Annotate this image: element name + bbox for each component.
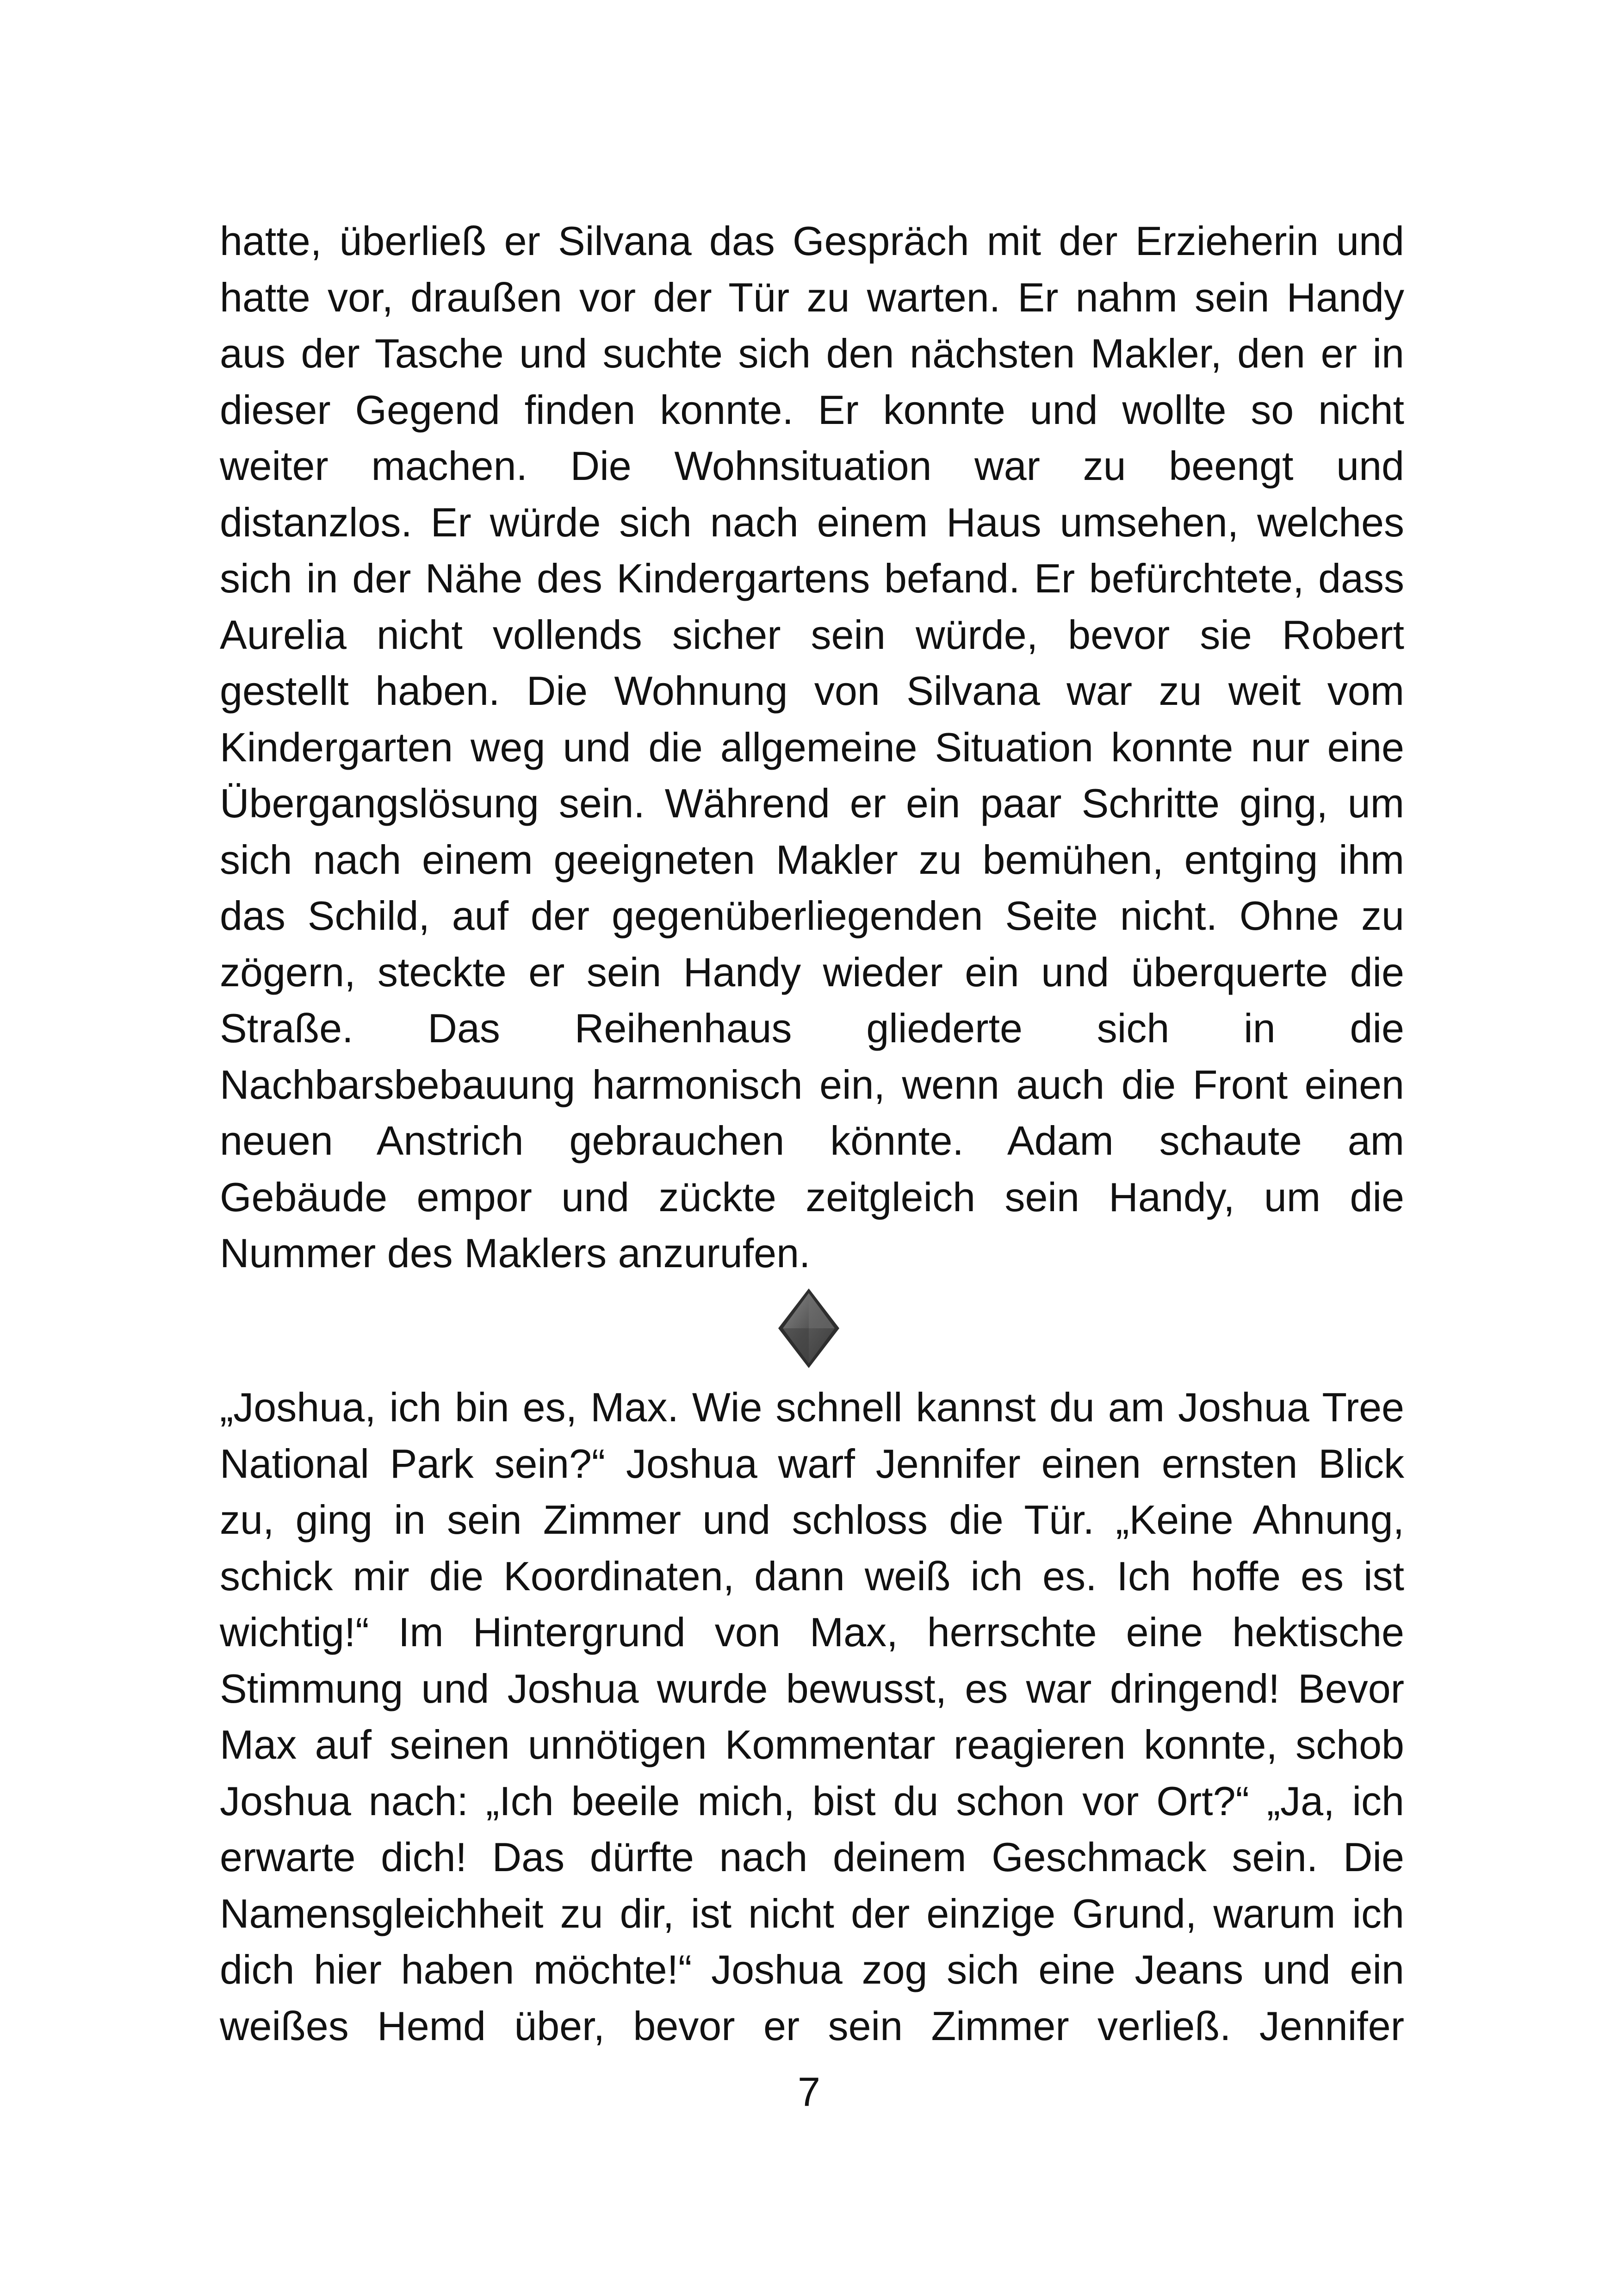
text-line: gestellt haben. Die Wohnung von Silvana war zu weit vom — [220, 668, 1404, 714]
text-line: National Park sein?“ Joshua warf Jennifer einen ernsten Blick — [220, 1440, 1404, 1487]
text-line: sich nach einem geeigneten Makler zu bemühen, entging ihm — [220, 836, 1404, 883]
text-line: das Schild, auf der gegenüberliegenden Seite nicht. Ohne zu — [220, 893, 1404, 939]
text-line: schick mir die Koordinaten, dann weiß ich es. Ich hoffe es ist — [220, 1553, 1404, 1599]
text-line: aus der Tasche und suchte sich den nächsten Makler, den er in — [220, 330, 1404, 376]
text-line: distanzlos. Er würde sich nach einem Haus umsehen, welches — [220, 499, 1404, 545]
text-line: dieser Gegend finden konnte. Er konnte und wollte so nicht — [220, 386, 1404, 433]
text-line: Kindergarten weg und die allgemeine Situation konnte nur eine — [220, 724, 1404, 770]
text-line: Straße. Das Reihenhaus gliederte sich in die — [220, 1005, 1404, 1051]
text-line: wichtig!“ Im Hintergrund von Max, herrschte eine hektische — [220, 1609, 1404, 1655]
text-line: weißes Hemd über, bevor er sein Zimmer verließ. Jennifer — [220, 2003, 1404, 2049]
paragraph-1 — [220, 213, 1404, 1282]
text-line: erwarte dich! Das dürfte nach deinem Geschmack sein. Die — [220, 1834, 1404, 1880]
text-line: Namensgleichheit zu dir, ist nicht der einzige Grund, warum ich — [220, 1890, 1404, 1936]
text-line: hatte vor, draußen vor der Tür zu warten. Er nahm sein Handy — [220, 274, 1404, 320]
text-line: Nummer des Maklers anzurufen. — [220, 1230, 811, 1276]
text-line: Stimmung und Joshua wurde bewusst, es war dringend! Bevor — [220, 1665, 1404, 1711]
diamond-ornament-icon — [776, 1287, 841, 1370]
paragraph-2 — [220, 1379, 1404, 2054]
text-line: sich in der Nähe des Kindergartens befand. Er befürchtete, dass — [220, 555, 1404, 601]
text-line: zu, ging in sein Zimmer und schloss die Tür. „Keine Ahnung, — [220, 1497, 1404, 1543]
text-line: neuen Anstrich gebrauchen könnte. Adam schaute am — [220, 1118, 1404, 1164]
text-line: hatte, überließ er Silvana das Gespräch mit der Erzieherin und — [220, 218, 1404, 264]
text-line: Nachbarsbebauung harmonisch ein, wenn auch die Front einen — [220, 1061, 1404, 1108]
text-line: weiter machen. Die Wohnsituation war zu beengt und — [220, 443, 1404, 489]
text-line: Joshua nach: „Ich beeile mich, bist du schon vor Ort?“ „Ja, ich — [220, 1778, 1404, 1824]
text-line: Gebäude empor und zückte zeitgleich sein Handy, um die — [220, 1174, 1404, 1220]
text-line: dich hier haben möchte!“ Joshua zog sich eine Jeans und ein — [220, 1947, 1404, 1992]
text-line: Max auf seinen unnötigen Kommentar reagieren konnte, schob — [220, 1722, 1404, 1767]
text-line: Übergangslösung sein. Während er ein paar Schritte ging, um — [220, 780, 1404, 826]
page-number: 7 — [798, 2069, 820, 2115]
text-line: Aurelia nicht vollends sicher sein würde, bevor sie Robert — [220, 611, 1404, 658]
text-line: zögern, steckte er sein Handy wieder ein und überquerte die — [220, 949, 1404, 995]
text-line: „Joshua, ich bin es, Max. Wie schnell kannst du am Joshua Tree — [220, 1384, 1404, 1430]
